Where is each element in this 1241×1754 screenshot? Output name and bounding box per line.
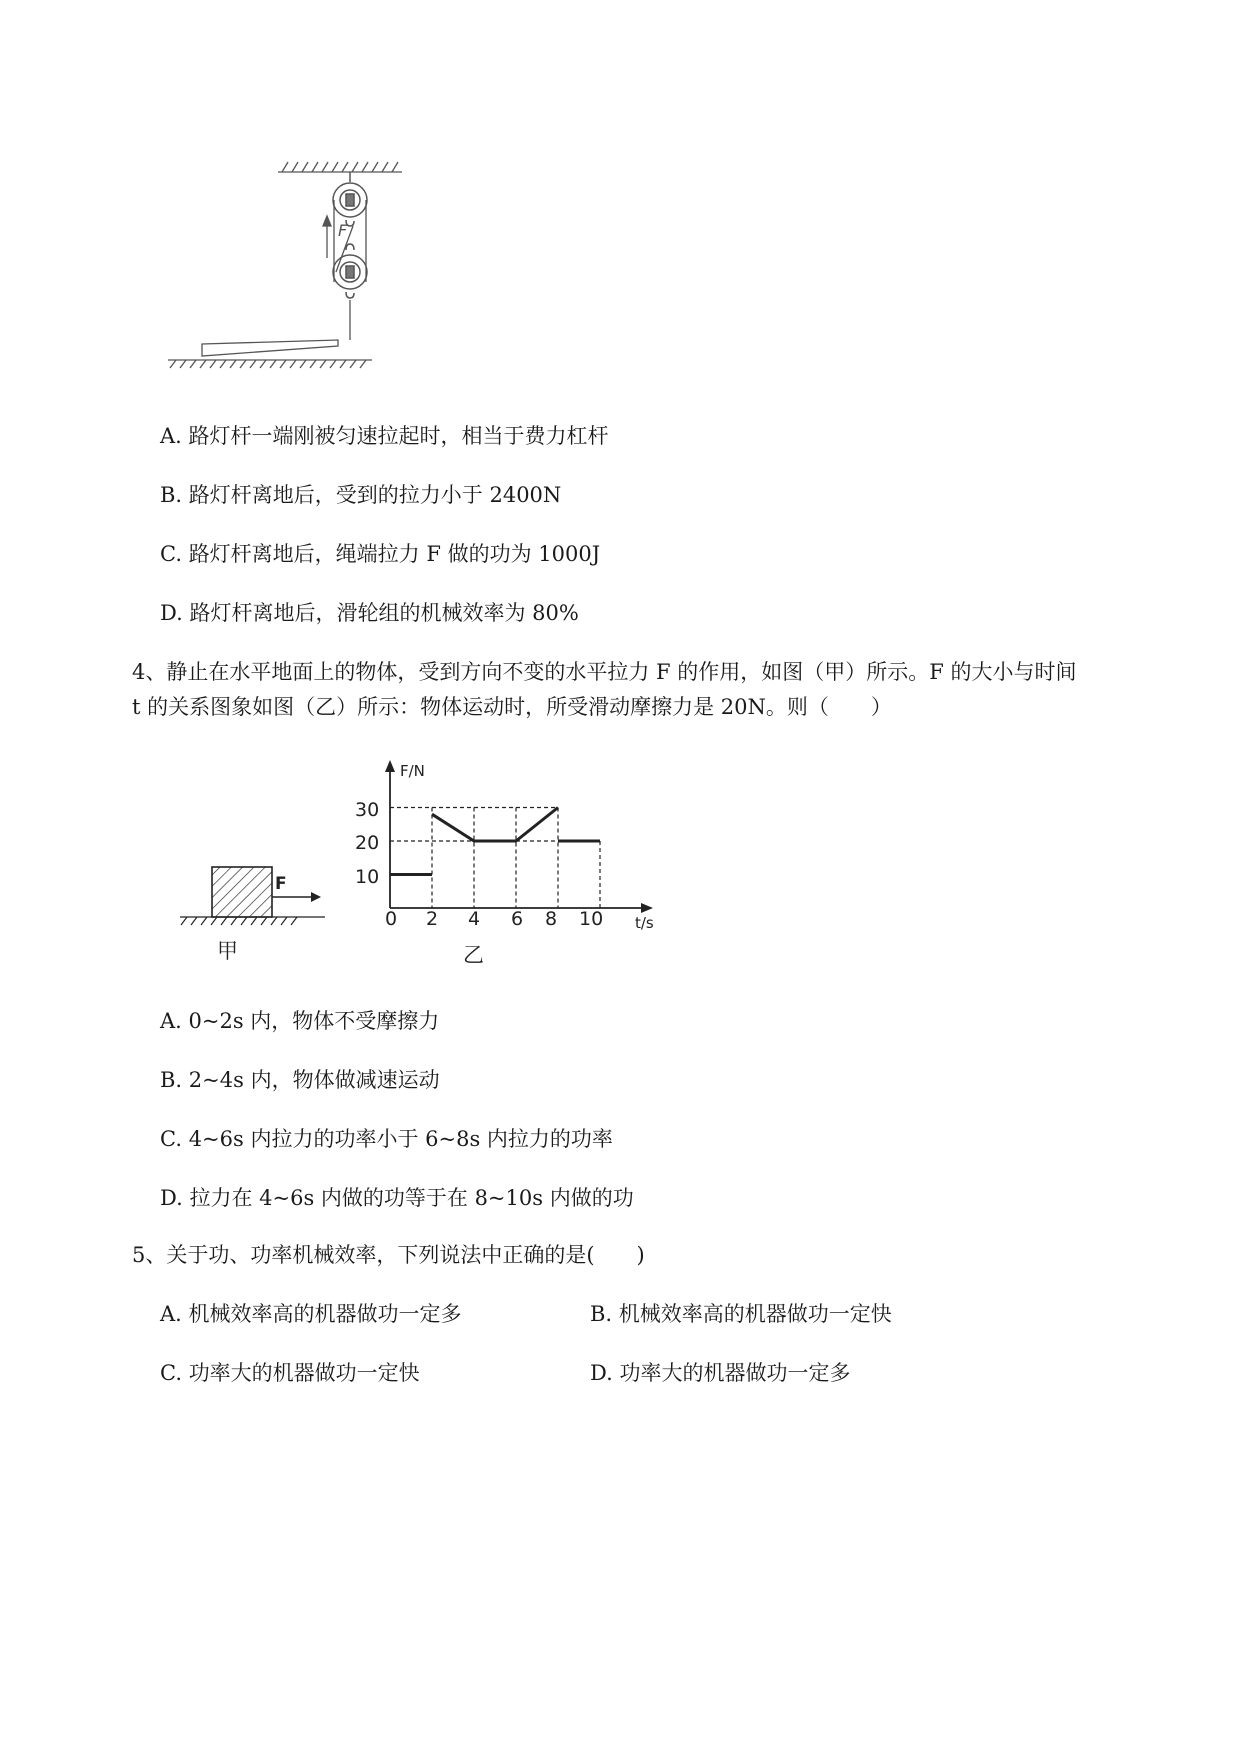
y-axis-label: F/N — [400, 762, 425, 780]
option-letter: A. — [160, 424, 182, 448]
q5-option-c — [160, 1358, 420, 1388]
q4-stem-line1: 4、静止在水平地面上的物体，受到方向不变的水平拉力 F 的作用，如图（甲）所示。F 的大小与时间 — [132, 660, 1077, 684]
option-text: 拉力在 4~6s 内做的功等于在 8~10s 内做的功 — [189, 1186, 634, 1210]
q3-option-a — [160, 421, 609, 451]
pulley-figure — [160, 150, 420, 420]
x-axis-label: t/s — [635, 914, 654, 932]
option-text: 路灯杆一端刚被匀速拉起时，相当于费力杠杆 — [188, 424, 609, 448]
q5-option-a — [160, 1299, 462, 1329]
q3-option-c — [160, 539, 600, 569]
option-text: 功率大的机器做功一定快 — [188, 1361, 420, 1385]
y-tick-30: 30 — [355, 799, 380, 821]
movable-pulley — [333, 244, 367, 298]
option-text: 2~4s 内，物体做减速运动 — [188, 1068, 440, 1092]
block — [212, 867, 272, 917]
x-tick-4: 4 — [468, 908, 481, 930]
option-text: 4~6s 内拉力的功率小于 6~8s 内拉力的功率 — [188, 1127, 613, 1151]
q3-option-d — [160, 598, 579, 628]
option-text: 路灯杆离地后，滑轮组的机械效率为 80% — [189, 601, 579, 625]
option-letter: A. — [160, 1009, 182, 1033]
option-letter: B. — [590, 1302, 613, 1326]
x-tick-8: 8 — [545, 908, 558, 930]
y-tick-20: 20 — [355, 832, 380, 854]
series-segment-1 — [432, 808, 558, 842]
x-tick-10: 10 — [579, 908, 604, 930]
caption-yi: 乙 — [463, 943, 484, 967]
option-letter: D. — [590, 1361, 613, 1385]
q3-option-b — [160, 480, 561, 510]
option-letter: D. — [160, 601, 183, 625]
x-tick-6: 6 — [511, 908, 524, 930]
force-time-chart — [345, 750, 675, 980]
option-letter: B. — [160, 1068, 183, 1092]
x-axis-arrow — [641, 903, 653, 913]
reference-lines — [390, 808, 600, 909]
x-tick-2: 2 — [426, 908, 439, 930]
force-label: F — [275, 874, 287, 894]
ceiling-hatch — [278, 162, 402, 172]
y-axis-arrow — [385, 760, 395, 772]
q4-option-a — [160, 1006, 439, 1036]
q5-option-b — [590, 1299, 892, 1329]
fixed-pulley — [333, 172, 367, 226]
q4-option-c — [160, 1124, 613, 1154]
block-figure — [175, 855, 335, 965]
option-text: 0~2s 内，物体不受摩擦力 — [188, 1009, 440, 1033]
q5-stem: 5、关于功、功率机械效率，下列说法中正确的是( ) — [132, 1243, 645, 1267]
option-letter: A. — [160, 1302, 182, 1326]
option-text: 机械效率高的机器做功一定多 — [188, 1302, 462, 1326]
option-letter: B. — [160, 483, 183, 507]
q4-option-d — [160, 1183, 634, 1213]
force-label: F — [338, 221, 348, 240]
caption-jia: 甲 — [217, 939, 238, 963]
option-letter: C. — [160, 542, 182, 566]
q4-stem-line2: t 的关系图象如图（乙）所示：物体运动时，所受滑动摩擦力是 20N。则（ ） — [132, 695, 892, 719]
option-letter: C. — [160, 1127, 182, 1151]
option-text: 路灯杆离地后，绳端拉力 F 做的功为 1000J — [188, 542, 601, 566]
ground-hatch — [180, 917, 325, 925]
force-arrow — [323, 216, 331, 258]
lamp-pole — [202, 340, 338, 356]
option-text: 路灯杆离地后，受到的拉力小于 2400N — [188, 483, 562, 507]
option-letter: D. — [160, 1186, 183, 1210]
option-letter: C. — [160, 1361, 182, 1385]
option-text: 功率大的机器做功一定多 — [619, 1361, 851, 1385]
q4-option-b — [160, 1065, 440, 1095]
q5-option-d — [590, 1358, 850, 1388]
x-tick-0: 0 — [385, 908, 398, 930]
ground-hatch — [168, 360, 372, 368]
option-text: 机械效率高的机器做功一定快 — [618, 1302, 892, 1326]
y-tick-10: 10 — [355, 866, 380, 888]
